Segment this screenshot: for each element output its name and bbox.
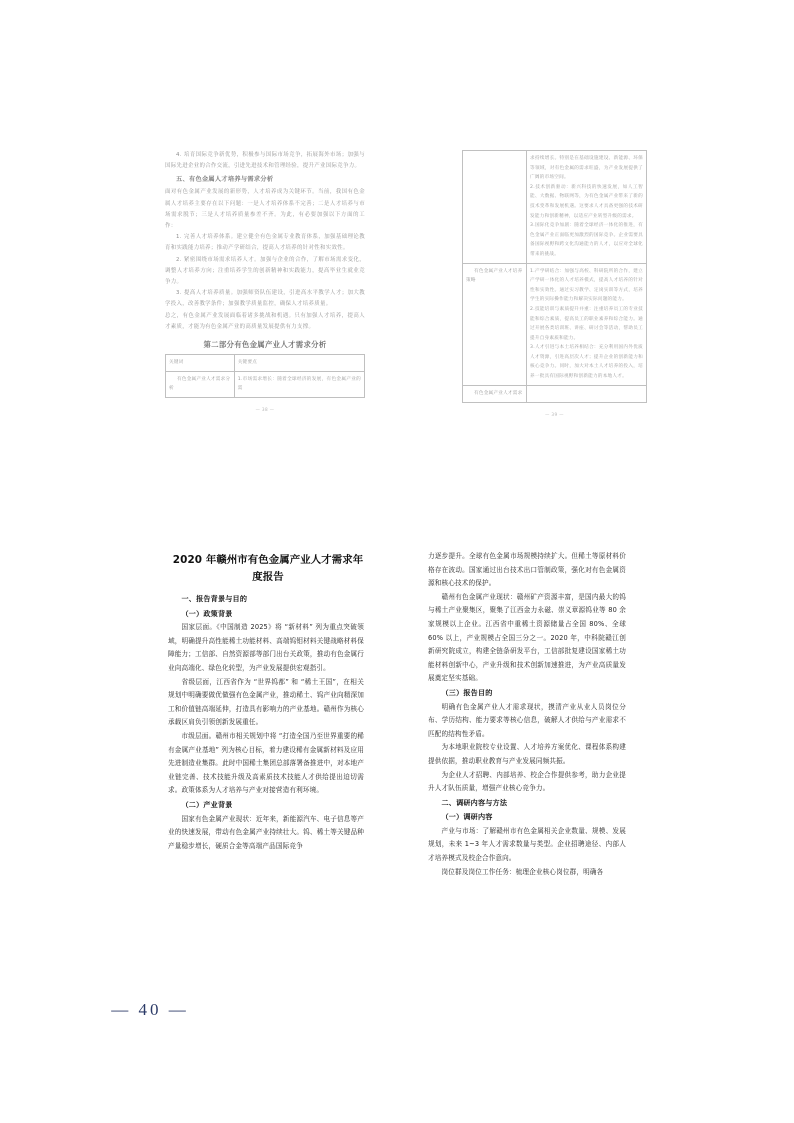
table-row xyxy=(463,385,647,402)
table-header-row xyxy=(166,355,365,372)
table-cell-points xyxy=(527,263,647,385)
report-paragraph: 岗位群及岗位工作任务：梳理企业核心岗位群，明确各 xyxy=(441,867,604,876)
report-paragraph: 产业与市场：了解赣州市有色金属相关企业数量、规模、发展规划，未来 1~3 年人才需求数量与类型。企业招聘途径、内部人才培养模式及校企合作意向。 xyxy=(428,826,626,863)
preview-paragraph: 3. 提高人才培养质量。加强师资队伍建设，引进高水平教学人才；加大教学投入，改善教学条件；加强教学质量监控，确保人才培养质量。 xyxy=(165,290,365,308)
table-cell-point-line: 求持续增长。特别是在基础设施建设、新能源、环保等领域，对有色金属的需求旺盛，为产业发展提供了广阔的市场空间。 xyxy=(530,156,643,181)
preview-keyword-table-continued xyxy=(462,150,647,403)
subsection-research-content: （一）调研内容 xyxy=(441,812,493,822)
preview-paragraph: 4. 培育国际竞争新优势，积极参与国际市场竞争，拓展海外市场；加强与国际先进企业的合作交流，引进先进技术和管理经验，提升产业国际竞争力。 xyxy=(165,152,365,170)
report-paragraph: 为本地职业院校专业设置、人才培养方案优化、课程体系构建提供依据，推动职业教育与产业发展同频共振。 xyxy=(428,743,626,765)
table-cell-point-line: 3.国际化竞争加剧：随着全球经济一体化的推进，有色金属产业正面临更加激烈的国际竞争。企业需要具备国际视野和跨文化沟通能力的人才，以应对全球化带来的挑战。 xyxy=(530,223,643,257)
preview-paragraph: 总之，有色金属产业发展面临着诸多挑战和机遇。只有加强人才培养，提高人才素质，才能为有色金属产业的高质量发展提供有力支撑。 xyxy=(165,312,365,330)
page-number: — 40 — xyxy=(111,1000,189,1019)
table-cell-points: 1.市场需求增长：随着全球经济的发展，有色金属产业的需 xyxy=(234,371,364,397)
report-left-column xyxy=(168,592,364,853)
table-row xyxy=(463,263,647,385)
table-cell-point-line: 3.人才引进与本土培养相结合：充分利用国内外优质人才资源，引进高层次人才；提升企业的创新能力和核心竞争力。同时，加大对本土人才培养的投入，培养一批具有国际视野和创新能力的本地人才。 xyxy=(530,345,643,380)
table-cell-point-line: 1.产学研结合：加强与高校、科研院所的合作，建立产学研一体化的人才培养模式，提高人才培养的针对性和实效性。通过实习教学、定岗实训等方式，培养学生的实际操作能力和解决实际问题的能力。 xyxy=(530,268,643,303)
report-paragraph: 明确有色金属产业人才需求现状，摸清产业从业人员岗位分布、学历结构、能力要求等核心信息，破解人才供给与产业需求不匹配的结构性矛盾。 xyxy=(428,702,626,738)
table-cell-keyword-text: 有色金属产业人才需求分析 xyxy=(169,376,231,392)
table-cell-point-line: 2.技能培训与素质提升并重：注重培养员工的专业技能和综合素质，提高员工的职业素养和综合能力。通过开展各类培训班、讲座、研讨会等活动，帮助员工提升自身素质和能力。 xyxy=(530,306,643,341)
preview-page-footer: — 38 — xyxy=(255,406,275,412)
preview-keyword-table xyxy=(165,354,365,398)
table-cell-keyword-text: 有色金属产业人才需求 xyxy=(474,390,523,396)
report-paragraph: 省级层面，江西省作为 “世界钨都” 和 “稀土王国”，在相关规划中明确要做优做强有色金属产业，推动稀土、钨产业向精深加工和价值链高端延伸，打造具有影响力的产业基地。赣州作为核心承载区肩负引领创新发展重任。 xyxy=(168,677,364,727)
table-row xyxy=(463,151,647,264)
table-cell-points-empty xyxy=(527,385,647,402)
scan-preview-left-page xyxy=(165,150,365,412)
report-paragraph: 赣州有色金属产业现状：赣州矿产资源丰富，是国内最大的钨与稀土产业聚集区，聚集了江西金力永磁、崇义章源钨业等 80 余家规模以上企业。江西省中重稀土资源储量占全国 80%、全球 60% 以上，产业规模占全国三分之一。2020 年，中科院赣江创新研究院成立，构建全链条研发平台，工信部批复建设国家稀土功能材料创新中心，产业升级和技术创新加速推进，为产业高质量发展奠定坚实基础。 xyxy=(428,592,626,683)
section-heading-background-purpose: 一、报告背景与目的 xyxy=(181,594,248,603)
preview-paragraph: 2. 紧密围绕市场需求培养人才。加强与企业的合作，了解市场需求变化，调整人才培养方向；注重培养学生的创新精神和实践能力，提高毕业生就业竞争力。 xyxy=(165,256,365,286)
table-row xyxy=(166,371,365,397)
preview-section-heading: 五、有色金属人才培养与需求分析 xyxy=(176,176,274,184)
table-cell-keyword-empty xyxy=(463,151,527,264)
subsection-report-purpose: （三）报告目的 xyxy=(441,687,493,697)
report-paragraph: 市级层面。赣州市相关规划中将 “打造全国乃至世界重要的稀有金属产业基地” 列为核心目标，着力建设稀有金属新材料及应用先进制造业集群。此时中国稀土集团总部落署备推进中，对本地产业链完善、技术技能升级及高素质技术技能人才供给提出迫切需求。政策体系为人才培养与产业对接营造有利环境。 xyxy=(168,731,364,795)
page-title: 2020 年赣州市有色金属产业人才需求年度报告 xyxy=(172,554,364,583)
preview-paragraph: 面对有色金属产业发展的新形势，人才培养成为关键环节。当前，我国有色金属人才培养主要存在以下问题：一是人才培养体系不完善；二是人才培养与市场需求脱节；三是人才培养质量参差不齐。为此，有必要加强以下方面的工作： xyxy=(165,189,365,230)
section-heading-research-method: 二、调研内容与方法 xyxy=(441,797,508,807)
table-cell-keyword-text: 有色金属产业人才培养策略 xyxy=(466,268,523,284)
report-paragraph: 国家层面。《中国制造 2025》将 “新材料” 列为重点突破领域，明确提升高性能稀土功能材料、高端钨钼材料关键战略材料保障能力；工信部、自然资源部等部门出台关政策，推动有色金属行业向高端化、绿色化转型，为产业发展提供宏观指引。 xyxy=(168,623,364,672)
report-paragraph: 力逐步提升。全球有色金属市场规模持续扩大。但稀土等原材料价格存在波动。国家通过出台技术出口管制政策，强化对有色金属资源和核心技术的保护。 xyxy=(428,552,626,588)
scan-preview-right-page xyxy=(462,150,647,417)
report-paragraph: 为企业人才招聘、内部培养、校企合作提供参考，助力企业提升人才队伍质量，增强产业核心竞争力。 xyxy=(428,770,626,793)
report-paragraph: 国家有色金属产业现状：近年来，新能源汽车、电子信息等产业的快速发展，带动有色金属产业持续壮大。钨、稀土等关键品种产量稳步增长，硬质合金等高端产品国际竞争 xyxy=(168,814,364,850)
table-cell-keyword xyxy=(166,371,235,397)
table-cell-point-line: 2.技术创新驱动：新兴科技的快速发展，如人工智能、大数据、物联网等，为有色金属产业带来了新的技术变革和发展机遇。这要求人才具备更强的技术研发能力和创新精神，以适应产业转型升级的需求。 xyxy=(530,184,643,219)
preview-part-title: 第二部分有色金属产业人才需求分析 xyxy=(203,340,327,350)
subsection-policy-background: （一）政策背景 xyxy=(181,608,233,618)
table-cell-points xyxy=(527,151,647,264)
scan-preview-block xyxy=(0,0,794,500)
table-header-points: 关键要点 xyxy=(234,355,364,372)
report-page xyxy=(0,540,794,960)
report-right-column xyxy=(428,550,626,879)
table-header-keyword: 关键词 xyxy=(166,355,235,372)
preview-paragraph: 1. 完善人才培养体系。建立健全有色金属专业教育体系，加强基础理论教育和实践能力培养；推动产学研结合，提高人才培养的针对性和实效性。 xyxy=(165,234,365,252)
table-cell-keyword xyxy=(463,263,527,385)
subsection-industry-background: （二）产业背景 xyxy=(181,799,233,809)
table-cell-keyword xyxy=(463,385,527,402)
preview-page-footer: — 39 — xyxy=(545,411,564,417)
